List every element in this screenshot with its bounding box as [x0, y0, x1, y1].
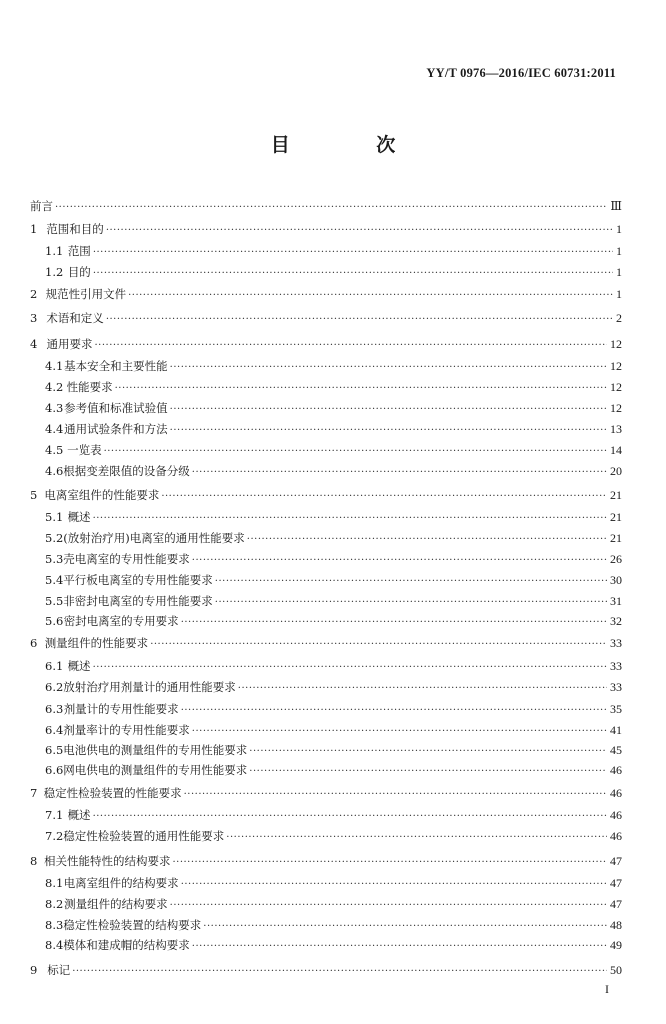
- toc-entry-title: 放射治疗用剂量计的通用性能要求: [63, 680, 236, 694]
- toc-entry-page: 46: [610, 829, 622, 843]
- dot-leader: [94, 338, 607, 354]
- toc-entry-number: 6.1: [45, 659, 64, 673]
- toc-entry[interactable]: [45, 828, 622, 844]
- toc-entry-number: 8.1: [45, 876, 64, 890]
- dot-leader: [161, 489, 607, 505]
- toc-entry-title: 标记: [47, 963, 71, 977]
- dot-leader: [55, 200, 607, 216]
- dot-leader: [170, 402, 607, 418]
- toc-entry-title: 相关性能特性的结构要求: [43, 854, 171, 868]
- toc-entry-page: 21: [610, 488, 622, 502]
- toc-entry[interactable]: [45, 701, 622, 717]
- toc-entry-number: 5: [30, 488, 38, 502]
- toc-entry-title: 电离室组件的性能要求: [44, 488, 160, 502]
- dot-leader: [93, 660, 607, 676]
- dot-leader: [215, 574, 607, 590]
- toc-entry-page: 1: [616, 287, 622, 301]
- toc-entry-number: 5.4: [45, 573, 64, 587]
- toc-entry-page: 35: [610, 702, 622, 716]
- toc-entry[interactable]: [45, 463, 622, 479]
- toc-entry-number: 4.5: [45, 443, 64, 457]
- toc-entry-title: 根据变差限值的设备分级: [63, 464, 190, 478]
- toc-entry-page: 46: [610, 763, 622, 777]
- toc-entry-page: 46: [610, 808, 622, 822]
- dot-leader: [93, 245, 613, 261]
- toc-entry-page: 31: [610, 594, 622, 608]
- toc-entry-number: 5.2: [45, 531, 64, 545]
- dot-leader: [93, 809, 607, 825]
- toc-entry-number: 5.3: [45, 552, 64, 566]
- toc-entry[interactable]: [30, 221, 622, 237]
- toc-entry[interactable]: [45, 421, 622, 437]
- toc-entry-page: 20: [610, 464, 622, 478]
- dot-leader: [93, 511, 607, 527]
- toc-entry[interactable]: [45, 530, 622, 546]
- toc-entry[interactable]: [45, 722, 622, 738]
- toc-entry[interactable]: [45, 593, 622, 609]
- toc-entry-number: 1.1: [45, 244, 64, 258]
- toc-entry-number: 7.1: [45, 808, 64, 822]
- toc-entry-title: 概述: [67, 659, 91, 673]
- dot-leader: [247, 532, 607, 548]
- toc-entry-title: 规范性引用文件: [45, 287, 127, 301]
- toc-entry[interactable]: [30, 286, 622, 302]
- toc-entry-number: 6.4: [45, 723, 64, 737]
- toc-entry-title: 剂量计的专用性能要求: [63, 702, 179, 716]
- toc-entry-number: 6.6: [45, 763, 64, 777]
- toc-entry[interactable]: [45, 896, 622, 912]
- dot-leader: [150, 637, 607, 653]
- toc-entry-number: 4.4: [45, 422, 64, 436]
- toc-entry[interactable]: [45, 400, 622, 416]
- toc-entry-title: 密封电离室的专用要求: [63, 614, 179, 628]
- toc-entry-number: 3: [30, 311, 38, 325]
- toc-entry-number: 6: [30, 636, 38, 650]
- toc-entry-number: 6.2: [45, 680, 64, 694]
- toc-entry-page: 12: [610, 337, 622, 351]
- dot-leader: [106, 312, 613, 328]
- toc-entry-page: 1: [616, 222, 622, 236]
- toc-entry-title: 参考值和标准试验值: [64, 401, 168, 415]
- toc-entry-page: 12: [610, 380, 622, 394]
- toc-entry[interactable]: [45, 875, 622, 891]
- toc-entry-page: 1: [616, 265, 622, 279]
- toc-entry-page: 13: [610, 422, 622, 436]
- toc-entry-page: 21: [610, 510, 622, 524]
- dot-leader: [104, 444, 607, 460]
- toc-entry-title: 平行板电离室的专用性能要求: [63, 573, 213, 587]
- toc-entry-title: 术语和定义: [46, 311, 104, 325]
- toc-entry-title: 稳定性检验装置的性能要求: [43, 786, 182, 800]
- toc-entry-page: 47: [610, 897, 622, 911]
- toc-entry-page: 46: [610, 786, 622, 800]
- toc-entry-number: 6.5: [45, 743, 64, 757]
- toc-entry[interactable]: [45, 917, 622, 933]
- standard-code: YY/T 0976—2016/IEC 60731:2011: [426, 66, 616, 80]
- dot-leader: [192, 939, 607, 955]
- toc-entry-title: 非密封电离室的专用性能要求: [63, 594, 213, 608]
- toc-entry-page: 1: [616, 244, 622, 258]
- toc-entry-number: 8.3: [45, 918, 64, 932]
- dot-leader: [170, 360, 607, 376]
- toc-entry[interactable]: [45, 264, 622, 280]
- dot-leader: [72, 964, 607, 980]
- toc-entry-number: 4: [30, 337, 38, 351]
- toc-entry-number: 4.2: [45, 380, 64, 394]
- toc-entry[interactable]: [45, 358, 622, 374]
- toc-entry-number: 4.6: [45, 464, 64, 478]
- toc-entry-number: 1.2: [45, 265, 64, 279]
- dot-leader: [128, 288, 613, 304]
- page-number: I: [605, 982, 609, 996]
- dot-leader: [106, 223, 613, 239]
- toc-entry[interactable]: [45, 442, 622, 458]
- toc-entry-title: 概述: [67, 510, 91, 524]
- toc-entry-number: 7.2: [45, 829, 64, 843]
- dot-leader: [115, 381, 607, 397]
- toc-entry-title: 模体和建成帽的结构要求: [63, 938, 190, 952]
- toc-entry-number: 4.1: [45, 359, 64, 373]
- toc-entry-title: 测量组件的结构要求: [64, 897, 168, 911]
- toc-entry[interactable]: [45, 551, 622, 567]
- toc-entry-page: 49: [610, 938, 622, 952]
- toc-entry-number: 2: [30, 287, 38, 301]
- toc-entry-title: 电池供电的测量组件的专用性能要求: [63, 743, 248, 757]
- dot-leader: [192, 724, 607, 740]
- toc-entry[interactable]: [45, 937, 622, 953]
- toc-entry-title: 通用要求: [46, 337, 93, 351]
- toc-entry-title: 测量组件的性能要求: [44, 636, 149, 650]
- toc-entry-page: 12: [610, 359, 622, 373]
- toc-entry-page: 41: [610, 723, 622, 737]
- toc-entry-title: 前言: [30, 199, 53, 213]
- toc-entry-page: 50: [610, 963, 622, 977]
- dot-leader: [249, 744, 607, 760]
- toc-entry[interactable]: [45, 243, 622, 259]
- toc-entry-page: 21: [610, 531, 622, 545]
- toc-entry-page: 48: [610, 918, 622, 932]
- toc-entry-number: 8.4: [45, 938, 64, 952]
- toc-entry[interactable]: [30, 198, 622, 214]
- toc-entry-number: 6.3: [45, 702, 64, 716]
- toc-entry[interactable]: [45, 658, 622, 674]
- toc-entry-number: 9: [30, 963, 38, 977]
- toc-entry-title: 通用试验条件和方法: [64, 422, 168, 436]
- toc-entry[interactable]: [30, 635, 622, 651]
- toc-entry-number: 4.3: [45, 401, 64, 415]
- toc-entry-title: 稳定性检验装置的通用性能要求: [63, 829, 225, 843]
- dot-leader: [215, 595, 607, 611]
- toc-entry-title: 概述: [67, 808, 91, 822]
- toc-entry-page: 33: [610, 680, 622, 694]
- toc-entry-page: 14: [610, 443, 622, 457]
- toc-entry-number: 8.2: [45, 897, 64, 911]
- dot-leader: [192, 465, 607, 481]
- toc-entry[interactable]: [30, 785, 622, 801]
- toc-entry-title: 性能要求: [66, 380, 113, 394]
- toc-entry-page: 33: [610, 659, 622, 673]
- dot-leader: [172, 855, 607, 871]
- toc-entry-number: 5.1: [45, 510, 64, 524]
- dot-leader: [93, 266, 613, 282]
- dot-leader: [170, 898, 607, 914]
- toc-entry-title: 剂量率计的专用性能要求: [63, 723, 190, 737]
- dot-leader: [184, 787, 607, 803]
- toc-entry[interactable]: [30, 853, 622, 869]
- toc-entry-title: 范围和目的: [46, 222, 104, 236]
- toc-entry-page: Ⅲ: [610, 199, 622, 213]
- toc-entry-page: 12: [610, 401, 622, 415]
- toc-entry[interactable]: [45, 762, 622, 778]
- dot-leader: [181, 615, 607, 631]
- toc-entry-page: 33: [610, 636, 622, 650]
- toc-entry-page: 45: [610, 743, 622, 757]
- toc-entry[interactable]: [30, 962, 622, 978]
- toc-entry-title: 稳定性检验装置的结构要求: [63, 918, 202, 932]
- toc-entry-page: 32: [610, 614, 622, 628]
- toc-entry[interactable]: [30, 310, 622, 326]
- toc-entry-page: 47: [610, 876, 622, 890]
- toc-entry-title: 目的: [67, 265, 91, 279]
- toc-entry[interactable]: [45, 572, 622, 588]
- toc-entry-number: 5.5: [45, 594, 64, 608]
- dot-leader: [181, 703, 607, 719]
- dot-leader: [249, 764, 607, 780]
- dot-leader: [203, 919, 607, 935]
- toc-entry[interactable]: [30, 336, 622, 352]
- toc-entry-number: 8: [30, 854, 38, 868]
- toc-entry-title: 电离室组件的结构要求: [63, 876, 179, 890]
- dot-leader: [238, 681, 607, 697]
- toc-entry-title: 网电供电的测量组件的专用性能要求: [63, 763, 248, 777]
- toc-entry-page: 2: [616, 311, 622, 325]
- toc-entry-page: 26: [610, 552, 622, 566]
- toc-entry-page: 30: [610, 573, 622, 587]
- dot-leader: [226, 830, 607, 846]
- toc-entry[interactable]: [45, 742, 622, 758]
- toc-entry[interactable]: [45, 613, 622, 629]
- toc-entry[interactable]: [45, 379, 622, 395]
- toc-title: 目 次: [270, 134, 436, 156]
- toc-entry-title: 一览表: [67, 443, 102, 457]
- toc-entry[interactable]: [45, 679, 622, 695]
- toc-entry[interactable]: [45, 509, 622, 525]
- toc-entry-title: 基本安全和主要性能: [64, 359, 168, 373]
- dot-leader: [170, 423, 607, 439]
- toc-entry-title: 壳电离室的专用性能要求: [63, 552, 190, 566]
- toc-entry-page: 47: [610, 854, 622, 868]
- toc-entry-number: 5.6: [45, 614, 64, 628]
- dot-leader: [192, 553, 607, 569]
- toc-entry[interactable]: [30, 487, 622, 503]
- toc-entry-number: 7: [30, 786, 38, 800]
- toc-entry[interactable]: [45, 807, 622, 823]
- toc-entry-title: (放射治疗用)电离室的通用性能要求: [63, 531, 245, 545]
- toc-entry-title: 范围: [67, 244, 91, 258]
- dot-leader: [181, 877, 607, 893]
- toc-entry-number: 1: [30, 222, 38, 236]
